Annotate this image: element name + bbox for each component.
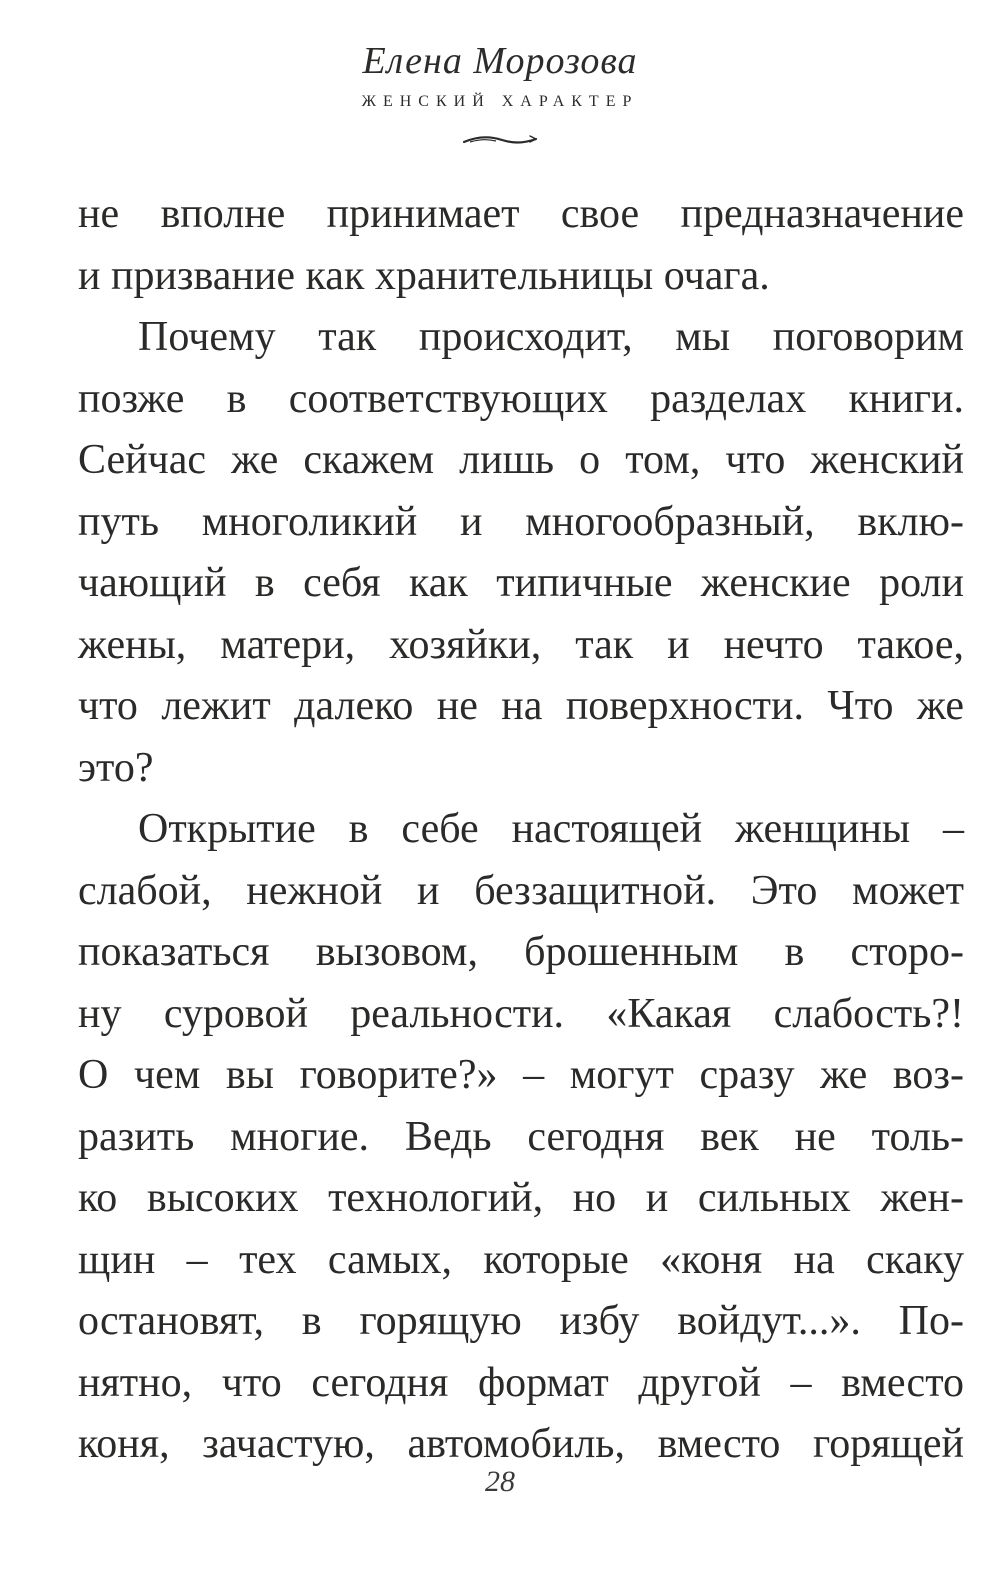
text-line: что лежит далеко не на поверхности. Что же — [78, 683, 964, 729]
text-line: нятно, что сегодня формат другой – вместо — [78, 1359, 964, 1406]
text-line: это? — [78, 744, 154, 791]
book-title: ЖЕНСКИЙ ХАРАКТЕР — [361, 93, 639, 110]
text-line: разить многие. Ведь сегодня век не толь- — [78, 1113, 964, 1160]
text-line: ну суровой реальности. «Какая слабость?! — [78, 990, 964, 1037]
text-line: О чем вы говорите?» – могут сразу же воз- — [78, 1052, 964, 1098]
text-line: не вполне принимает свое предназначение — [78, 191, 964, 237]
text-line: показаться вызовом, брошенным в сторо- — [78, 929, 964, 975]
text-line: щин – тех самых, которые «коня на скаку — [78, 1236, 964, 1283]
page-number: 28 — [485, 1465, 515, 1498]
text-line: ко высоких технологий, но и сильных жен- — [78, 1175, 964, 1221]
text-line: слабой, нежной и беззащитной. Это может — [78, 867, 964, 914]
flourish-ornament-icon — [460, 130, 540, 150]
text-line: чающий в себя как типичные женские роли — [78, 560, 964, 606]
text-line: Открытие в себе настоящей женщины – — [138, 806, 964, 852]
body-text — [78, 184, 964, 1476]
text-line: остановят, в горящую избу войдут...». По- — [78, 1298, 964, 1344]
text-line: путь многоликий и многообразный, вклю- — [78, 498, 964, 545]
running-header — [0, 38, 1000, 150]
text-line: Почему так происходит, мы поговорим — [138, 314, 964, 360]
text-line: Сейчас же скажем лишь о том, что женский — [78, 437, 964, 483]
author-name: Елена Морозова — [362, 40, 638, 82]
text-line: жены, матери, хозяйки, так и нечто такое, — [78, 621, 964, 668]
text-line: коня, зачастую, автомобиль, вместо горящей — [78, 1421, 964, 1467]
text-line: позже в соответствующих разделах книги. — [78, 375, 964, 422]
text-line: и призвание как хранительницы очага. — [78, 252, 770, 299]
